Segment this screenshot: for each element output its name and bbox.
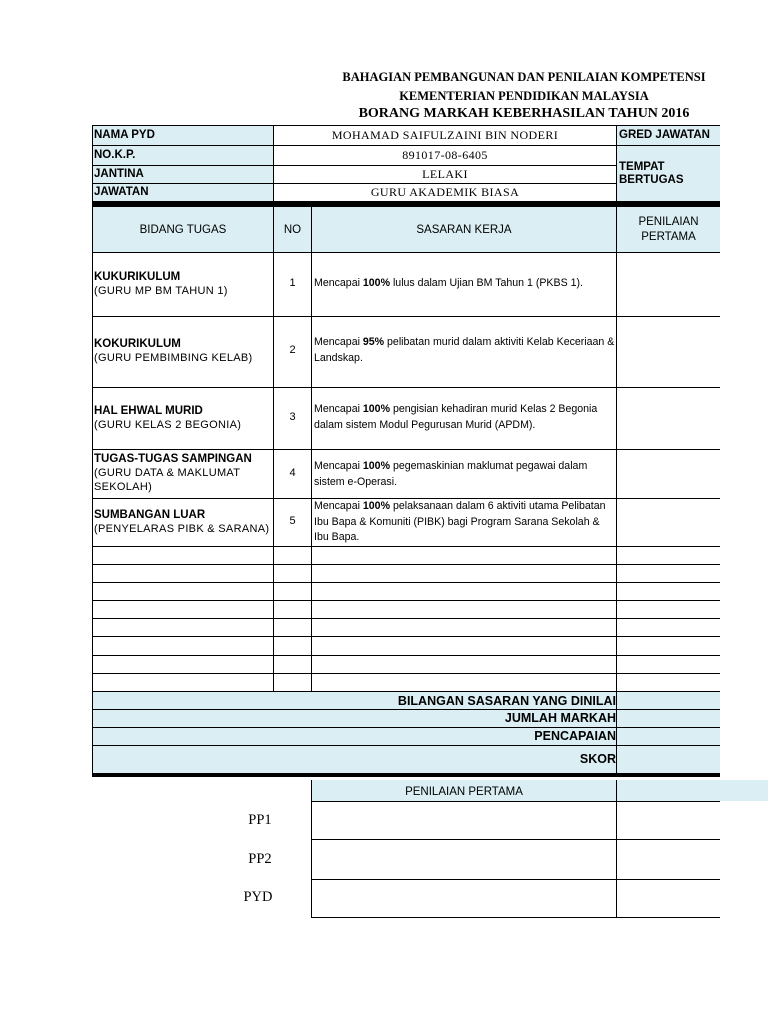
sasaran-text: Mencapai 100% pegemaskinian maklumat pegawai dalam sistem e-Operasi.: [314, 460, 588, 488]
row-number: 2: [289, 344, 296, 356]
nama-pyd-value: MOHAMAD SAIFULZAINI BIN NODERI: [331, 128, 559, 142]
table-row: [94, 337, 272, 365]
table-row: [94, 452, 272, 494]
nama-pyd-label: NAMA PYD: [94, 129, 155, 141]
col-sasaran-kerja: SASARAN KERJA: [416, 224, 512, 236]
row-number: 5: [289, 515, 296, 527]
pp2-label: PP2: [248, 851, 272, 867]
jumlah-markah-label: JUMLAH MARKAH: [504, 711, 616, 725]
pp1-label: PP1: [248, 812, 272, 828]
tempat-bertugas-label: TEMPAT BERTUGAS: [619, 161, 684, 186]
sasaran-text: Mencapai 100% pelaksanaan dalam 6 aktiviti utama Pelibatan Ibu Bapa & Komuniti (PIBK) bagi Program Sarana Sekolah & Ibu Bapa.: [314, 500, 606, 543]
bidang-title: SUMBANGAN LUAR: [94, 509, 206, 521]
bidang-role: (GURU PEMBIMBING KELAB): [94, 352, 253, 364]
pyd-label: PYD: [243, 889, 273, 905]
row-number: 3: [289, 411, 296, 423]
jantina-label: JANTINA: [94, 168, 144, 180]
form-title: BORANG MARKAH KEBERHASILAN TAHUN 2016: [358, 106, 690, 121]
gred-jawatan-label: GRED JAWATAN: [619, 129, 710, 141]
sasaran-text: Mencapai 100% pengisian kehadiran murid Kelas 2 Begonia dalam sistem Modul Pegurusan Murid (APDM).: [314, 403, 598, 431]
pyd-signature-field[interactable]: [312, 880, 616, 917]
bidang-title: HAL EHWAL MURID: [94, 405, 203, 417]
sasaran-text: Mencapai 95% pelibatan murid dalam aktiviti Kelab Keceriaan & Landskap.: [314, 336, 615, 364]
pp2-signature-field[interactable]: [312, 840, 616, 879]
pencapaian-label: PENCAPAIAN: [534, 729, 616, 743]
bilangan-sasaran-label: BILANGAN SASARAN YANG DINILAI: [397, 694, 616, 708]
jantina-value: LELAKI: [422, 167, 468, 181]
signoff-header: PENILAIAN PERTAMA: [405, 786, 523, 798]
bidang-role: (PENYELARAS PIBK & SARANA): [94, 523, 270, 535]
nokp-label: NO.K.P.: [94, 149, 136, 161]
bidang-title: KOKURIKULUM: [94, 338, 181, 350]
department-title: BAHAGIAN PEMBANGUNAN DAN PENILAIAN KOMPETENSI: [342, 70, 706, 84]
bidang-role-cont: SEKOLAH): [94, 481, 153, 493]
table-row: [94, 508, 272, 536]
jawatan-label: JAWATAN: [94, 186, 149, 198]
col-penilaian-pertama: PENILAIAN PERTAMA: [638, 216, 699, 243]
skor-label: SKOR: [579, 752, 616, 766]
bidang-role: (GURU DATA & MAKLUMAT: [94, 467, 241, 479]
bidang-role: (GURU KELAS 2 BEGONIA): [94, 419, 242, 431]
table-row: [94, 270, 272, 298]
bidang-title: TUGAS-TUGAS SAMPINGAN: [94, 453, 252, 465]
jawatan-value: GURU AKADEMIK BIASA: [370, 185, 520, 199]
table-row: [94, 404, 272, 432]
ministry-title: KEMENTERIAN PENDIDIKAN MALAYSIA: [399, 89, 649, 103]
row-number: 1: [289, 277, 296, 289]
summary-bottom-rule: [92, 773, 720, 777]
col-bidang-tugas: BIDANG TUGAS: [139, 224, 227, 236]
row-number: 4: [289, 467, 296, 479]
nokp-value: 891017-08-6405: [402, 148, 488, 162]
col-no: NO: [283, 224, 302, 236]
sasaran-text: Mencapai 100% lulus dalam Ujian BM Tahun 1 (PKBS 1).: [314, 277, 583, 289]
bidang-role: (GURU MP BM TAHUN 1): [94, 285, 228, 297]
bidang-title: KUKURIKULUM: [94, 271, 181, 283]
pp1-signature-field[interactable]: [312, 802, 616, 839]
